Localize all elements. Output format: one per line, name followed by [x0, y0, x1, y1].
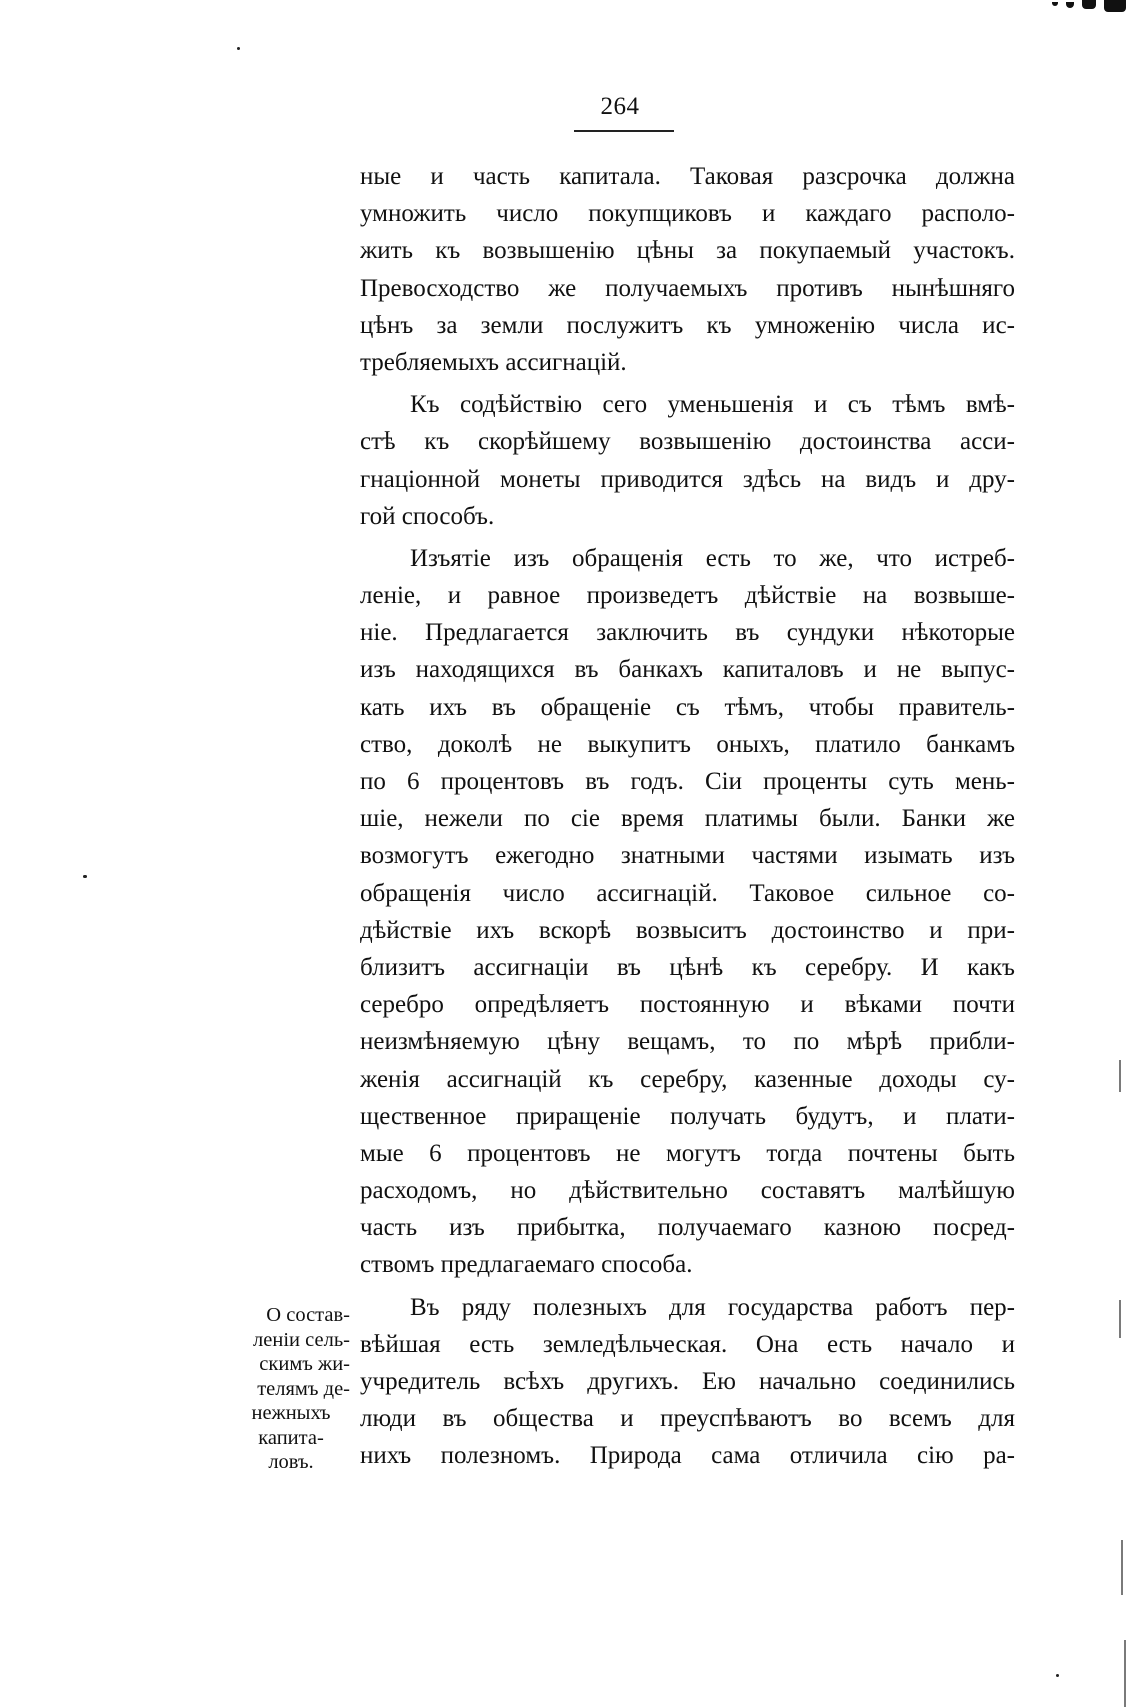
stray-dot [1056, 1674, 1059, 1677]
text-line: женія ассигнацій къ серебру, казенные доходы су- [360, 1065, 1015, 1093]
margin-note-line: капита- [258, 1426, 324, 1449]
corner-ink-blot [1052, 0, 1130, 12]
text-line: расходомъ, но дѣйствительно составятъ малѣйшую [360, 1177, 1015, 1205]
text-line: шіе, нежели по сіе время платимы были. Банки же [360, 805, 1015, 833]
margin-note-line: телямъ де- [257, 1377, 350, 1400]
text-line: по 6 процентовъ въ годъ. Сіи проценты суть мень- [360, 768, 1015, 795]
margin-note-line: ловъ. [268, 1451, 314, 1473]
text-line: кать ихъ въ обращеніе съ тѣмъ, чтобы правитель- [360, 693, 1015, 721]
stray-dot [83, 875, 87, 878]
text-line: дѣйствіе ихъ вскорѣ возвыситъ достоинство и при- [360, 916, 1015, 944]
edge-mark [1124, 1640, 1126, 1707]
text-line: цѣнъ за земли послужитъ къ умноженію числа ис- [360, 311, 1015, 339]
text-line: леніе, и равное произведетъ дѣйствіе на возвыше- [360, 582, 1015, 610]
edge-mark [1119, 1060, 1121, 1092]
text-line: Къ содѣйствію сего уменьшенія и съ тѣмъ вмѣ- [410, 391, 1015, 419]
text-line: гнаціонной монеты приводится здѣсь на видъ и дру- [360, 465, 1015, 493]
stray-dot [237, 47, 240, 50]
text-line: изъ находящихся въ банкахъ капиталовъ и не выпус- [360, 656, 1015, 684]
text-line: неизмѣняемую цѣну вещамъ, то по мѣрѣ прибли- [360, 1028, 1015, 1056]
text-line: ніе. Предлагается заключить въ сундуки нѣкоторые [360, 619, 1015, 647]
text-line: учредитель всѣхъ другихъ. Ею начально соединились [360, 1368, 1015, 1395]
edge-mark [1119, 1300, 1121, 1338]
text-line: возмогутъ ежегодно знатными частями изымать изъ [360, 842, 1015, 870]
margin-note-line: скимъ жи- [259, 1353, 350, 1375]
text-line: вѣйшая есть земледѣльческая. Она есть начало и [360, 1330, 1015, 1358]
margin-note [232, 1303, 350, 1475]
text-line: мые 6 процентовъ не могутъ тогда почтены быть [360, 1139, 1015, 1167]
text-line: ство, доколѣ не выкупитъ оныхъ, платило банкамъ [360, 730, 1015, 758]
body-text [360, 158, 1015, 1475]
text-line: гой способъ. [360, 502, 495, 530]
edge-mark [1121, 1540, 1123, 1595]
margin-note-line: нежныхъ [251, 1402, 331, 1424]
text-line: жить къ возвышенію цѣны за покупаемый участокъ. [360, 237, 1015, 265]
text-line: Изъятіе изъ обращенія есть то же, что истреб- [410, 544, 1015, 572]
text-line: обращенія число ассигнацій. Таковое сильное со- [360, 879, 1015, 907]
text-line: ствомъ предлагаемаго способа. [360, 1251, 693, 1279]
text-line: щественное приращеніе получать будутъ, и плати- [360, 1102, 1015, 1130]
text-line: Превосходство же получаемыхъ противъ нынѣшняго [360, 274, 1015, 302]
text-line: серебро опредѣляетъ постоянную и вѣками почти [360, 991, 1015, 1019]
text-line: требляемыхъ ассигнацій. [360, 348, 627, 376]
text-line: ные и часть капитала. Таковая разсрочка должна [360, 163, 1015, 190]
text-line: умножить число покупщиковъ и каждаго располо- [360, 200, 1015, 228]
page-number: 264 [600, 93, 640, 120]
margin-note-line: О состав- [266, 1304, 350, 1326]
text-line: близитъ ассигнаціи въ цѣнѣ къ серебру. И какъ [360, 953, 1015, 981]
text-line: нихъ полезномъ. Природа сама отличила сію ра- [360, 1442, 1015, 1470]
text-line: часть изъ прибытка, получаемаго казною посред- [360, 1214, 1015, 1242]
margin-note-line: леніи сель- [253, 1328, 350, 1351]
text-line: стѣ къ скорѣйшему возвышенію достоинства асси- [360, 428, 1015, 456]
text-line: люди въ общества и преуспѣваютъ во всемъ для [360, 1405, 1015, 1433]
text-line: Въ ряду полезныхъ для государства работъ пер- [410, 1293, 1015, 1321]
page-number-rule [574, 130, 674, 132]
